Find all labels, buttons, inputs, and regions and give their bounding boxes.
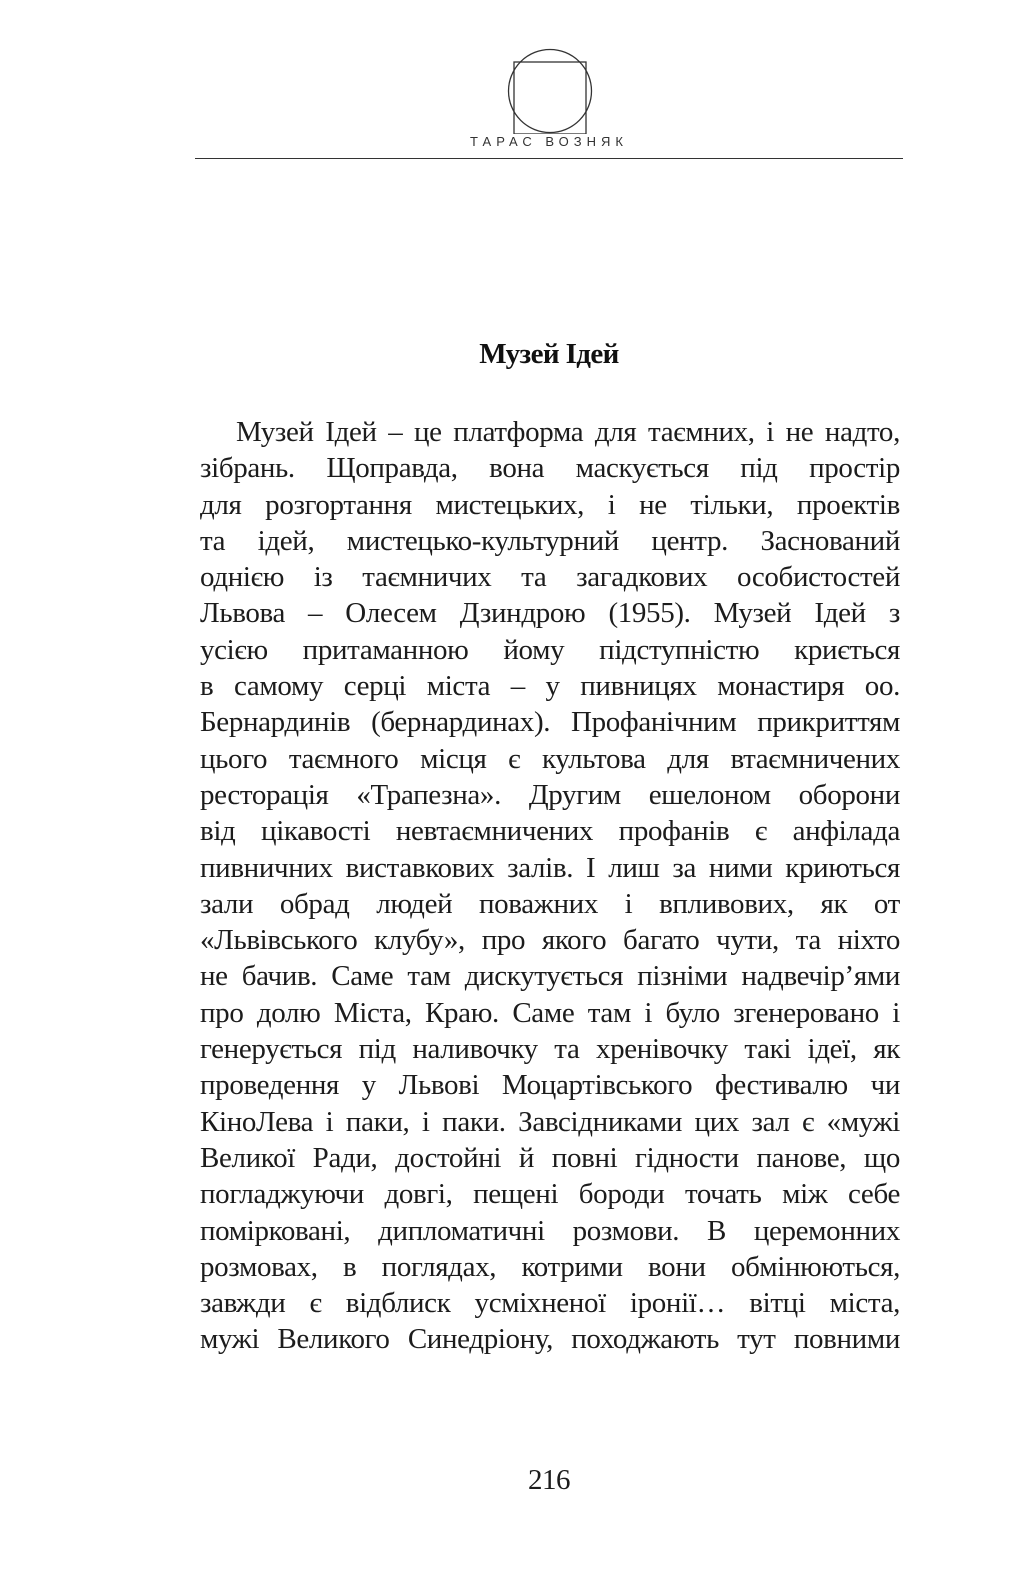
text-line: Бернардинів (бернардинах). Профанічним прикриттям — [200, 706, 900, 739]
running-header-author: ТАРАС ВОЗНЯК — [470, 134, 628, 149]
text-line: розмовах, в поглядах, котрими вони обмінюються, — [200, 1250, 900, 1283]
text-line: усією притаманною йому підступністю криється — [200, 633, 900, 666]
text-line: зібрань. Щоправда, вона маскується під простір — [200, 452, 900, 485]
text-line: Великої Ради, достойні й повні гідности панове, що — [200, 1141, 900, 1174]
text-line: «Львівського клубу», про якого багато чути, та ніхто — [200, 924, 900, 957]
text-line: генерується під наливочку та хренівочку такі ідеї, як — [200, 1033, 900, 1066]
text-line: КіноЛева і паки, і паки. Завсідниками цих зал є «мужі — [200, 1105, 900, 1138]
text-line: в самому серці міста – у пивницях монастиря оо. — [200, 670, 900, 703]
text-line: для розгортання мистецьких, і не тільки, проектів — [200, 488, 900, 521]
text-line: погладжуючи довгі, пещені бороди точать між себе — [200, 1178, 900, 1211]
text-line: мужі Великого Синедріону, походжають тут повними — [200, 1323, 900, 1356]
text-line: та ідей, мистецько-культурний центр. Заснований — [200, 524, 900, 557]
circle-square-logo-icon — [507, 48, 593, 134]
text-line: не бачив. Саме там дискутується пізніми надвечір’ями — [200, 960, 900, 993]
text-line: від цікавості невтаємничених профанів є анфілада — [200, 815, 900, 848]
text-line: Музей Ідей – це платформа для таємних, і не надто, — [236, 416, 900, 448]
body-paragraph — [200, 414, 900, 1358]
text-line: проведення у Львові Моцартівського фестивалю чи — [200, 1069, 900, 1102]
text-line: зали обрад людей поважних і впливових, як от — [200, 887, 900, 920]
text-line: завжди є відблиск усміхненої іронії… вітці міста, — [200, 1287, 900, 1320]
chapter-title: Музей Ідей — [479, 338, 619, 370]
page-number: 216 — [528, 1464, 570, 1496]
text-line: ресторація «Трапезна». Другим ешелоном оборони — [200, 778, 900, 811]
text-line: Львова – Олесем Дзиндрою (1955). Музей Ідей з — [200, 597, 900, 630]
text-line: про долю Міста, Краю. Саме там і було згенеровано і — [200, 996, 900, 1029]
text-line: поміркованi, дипломатичні розмови. В церемонних — [200, 1214, 900, 1247]
text-line: пивничних виставкових залів. І лиш за ними криються — [200, 851, 900, 884]
header-rule — [195, 158, 903, 159]
text-line: цього таємного місця є культова для втаємничених — [200, 742, 900, 775]
text-line: однією із таємничих та загадкових особистостей — [200, 561, 900, 594]
